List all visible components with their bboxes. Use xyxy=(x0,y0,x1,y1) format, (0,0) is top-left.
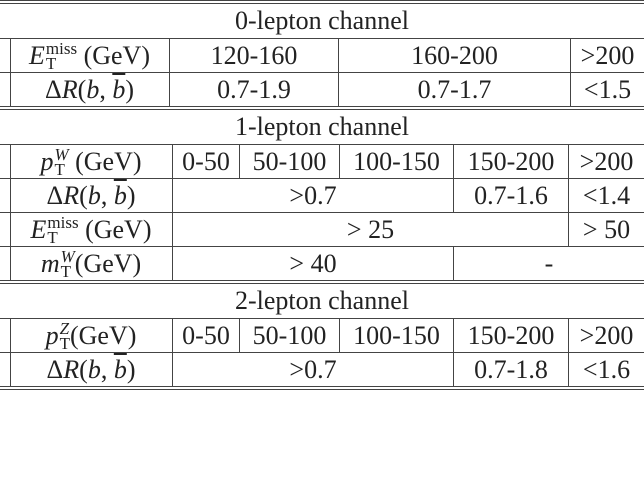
table-row xyxy=(0,72,644,106)
section-title: 1-lepton channel xyxy=(235,112,409,141)
table-row xyxy=(0,212,644,246)
table-cell: <1.6 xyxy=(568,353,644,386)
table-cell: 0.7-1.7 xyxy=(338,73,570,106)
section-title: 2-lepton channel xyxy=(235,286,409,315)
table-cell: >200 xyxy=(570,39,644,72)
table-row xyxy=(0,144,644,178)
table-cell: <1.4 xyxy=(568,179,644,212)
table-cell: 50-100 xyxy=(239,319,339,352)
table-cell: - xyxy=(453,247,644,280)
row-label-drbb: Δ R ( b , $\overline{b}$ ) xyxy=(10,179,173,212)
table-cell: 0-50 xyxy=(182,146,230,176)
table-cell: 160-200 xyxy=(338,39,570,72)
table-cell: > 40 xyxy=(289,248,337,278)
table-cell: 100-150 xyxy=(339,145,453,178)
table-row xyxy=(0,318,644,352)
bottom-rule xyxy=(0,386,644,390)
table-cell: 0.7-1.9 xyxy=(217,74,291,104)
row-label-drbb: Δ R ( b , $\overline{b}$ ) xyxy=(10,73,170,106)
table-cell: 0.7-1.8 xyxy=(453,353,568,386)
table-cell: >200 xyxy=(568,319,644,352)
table-cell: 0.7-1.6 xyxy=(453,179,568,212)
table-cell: > 25 xyxy=(346,214,395,244)
table-row xyxy=(0,352,644,386)
row-label-ptz: p Z T (GeV) xyxy=(10,319,173,352)
table-cell: >0.7 xyxy=(289,180,337,210)
section-title: 0-lepton channel xyxy=(235,6,409,35)
table-cell: 120-160 xyxy=(210,40,298,70)
table-cell: >200 xyxy=(568,145,644,178)
table-cell: 150-200 xyxy=(453,145,568,178)
table-cell: > 50 xyxy=(568,213,644,246)
row-label-ptw: p W T (GeV) xyxy=(10,145,173,178)
row-label-etmiss: E miss T (GeV) xyxy=(10,39,170,72)
table-row xyxy=(0,38,644,72)
table-cell: <1.5 xyxy=(570,73,644,106)
table-cell: 150-200 xyxy=(453,319,568,352)
table-cell: >0.7 xyxy=(289,354,337,384)
table-cell: 50-100 xyxy=(239,145,339,178)
row-label-drbb: Δ R ( b , $\overline{b}$ ) xyxy=(10,353,173,386)
table-row xyxy=(0,246,644,280)
table-cell: 0-50 xyxy=(182,320,230,350)
row-label-etmiss: E miss T (GeV) xyxy=(10,213,173,246)
row-label-mtw: m W T (GeV) xyxy=(10,247,173,280)
table-row xyxy=(0,178,644,212)
table-cell: 100-150 xyxy=(339,319,453,352)
